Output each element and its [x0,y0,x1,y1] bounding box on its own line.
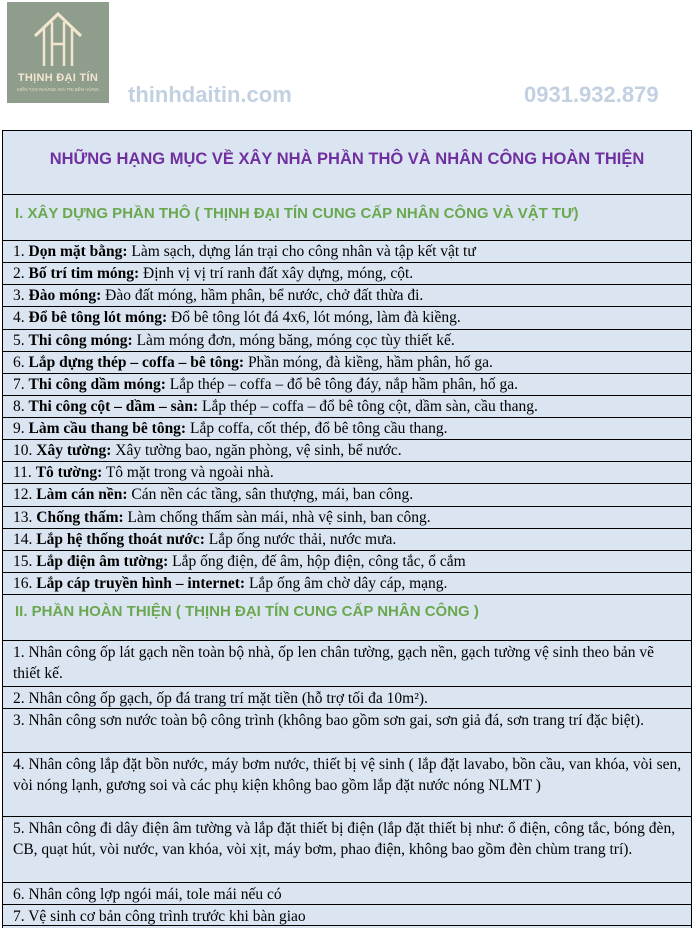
section-2-row [3,594,691,640]
item-number: 11. [13,464,36,482]
item-number: 6. [13,353,29,371]
item-title: Thi công cột – dầm – sàn: [28,397,199,415]
items-table [2,130,692,928]
item-title: Đào móng: [28,287,102,305]
item-description: Đào đất móng, hầm phân, bể nước, chở đất thừa đi. [101,287,424,305]
rough-item [13,353,493,373]
rough-item [13,375,518,395]
rough-item-row [3,240,691,262]
rough-item [13,242,476,262]
rough-item-row [3,439,691,461]
page-header [0,0,696,130]
item-title: Chống thấm: [36,508,124,526]
rough-item [13,397,538,417]
page-title: NHỮNG HẠNG MỤC VỀ XÂY NHÀ PHẦN THÔ VÀ NHÂN CÔNG HOÀN THIỆN [49,150,645,168]
item-title: Làm cầu thang bê tông: [28,420,187,437]
item-description: Lắp thép – coffa – đổ bê tông đáy, nắp hầm phân, hố ga. [165,375,518,393]
rough-item [13,286,423,306]
item-number: 3. [13,287,29,305]
rough-item-row [3,483,691,505]
finish-item: 7. Vệ sinh cơ bản công trình trước khi bàn giao [13,908,306,925]
finish-item-row [3,686,691,708]
item-title: Làm cán nền: [36,486,128,504]
rough-item [13,308,461,328]
rough-item-row [3,550,691,572]
finish-item-row [3,816,691,882]
finish-item: 1. Nhân công ốp lát gạch nền toàn bộ nhà, ốp len chân tường, gạch nền, gạch tường vệ sinh theo bản vẽ thiết kế. [13,644,654,682]
item-description: Lắp thép – coffa – đổ bê tông cột, dầm sàn, cầu thang. [198,397,538,415]
rough-item [13,419,448,439]
rough-item-row [3,351,691,373]
rough-item [13,264,413,284]
item-description: Xây tường bao, ngăn phòng, vệ sinh, bể nước. [111,442,402,460]
item-title: Lắp dựng thép – coffa – bê tông: [28,353,245,371]
rough-item [13,574,447,594]
item-description: Làm móng đơn, móng băng, móng cọc tùy thiết kế. [132,331,455,349]
rough-item-row [3,395,691,417]
rough-item [13,441,402,461]
website-text: thinhdaitin.com [128,82,292,107]
item-description: Lắp ống điện, đế âm, hộp điện, công tắc, ổ cắm [168,552,466,570]
item-number: 9. [13,420,29,437]
item-description: Phần móng, đà kiềng, hầm phân, hố ga. [244,353,493,371]
item-number: 13. [13,508,37,526]
item-number: 12. [13,486,37,504]
finish-item: 5. Nhân công đi dây điện âm tường và lắp đặt thiết bị điện (lắp đặt thiết bị như: ổ điện, công tắc, bóng đèn, CB, quạt hút, vòi nước, van khóa, vòi xịt, máy bơm, phao điện, không bao gồm đèn chùm trang trí). [13,820,676,858]
rough-item [13,530,396,550]
rough-item-row [3,461,691,483]
finish-item: 3. Nhân công sơn nước toàn bộ công trình (không bao gồm sơn gai, sơn giả đá, sơn trang trí đặc biệt). [13,712,644,729]
rough-item-row [3,572,691,594]
section-2-heading: II. PHẦN HOÀN THIỆN ( THỊNH ĐẠI TÍN CUNG CẤP NHÂN CÔNG ) [15,603,479,620]
section-1-row [3,194,691,240]
item-number: 14. [13,530,37,548]
company-logo [7,2,109,103]
rough-item [13,331,455,351]
item-description: Làm chống thấm sàn mái, nhà vệ sinh, ban công. [123,508,431,526]
item-title: Lắp cáp truyền hình – internet: [36,574,246,592]
item-number: 10. [13,442,37,460]
item-description: Cán nền các tầng, sân thượng, mái, ban công. [127,486,414,504]
logo-tagline: KIẾN TẠO NHỮNG GIÁ TRỊ BỀN VỮNG [16,87,100,92]
item-number: 4. [13,309,29,327]
rough-item-row [3,417,691,439]
rough-item [13,485,413,505]
item-title: Lắp hệ thống thoát nước: [36,530,205,548]
title-row [3,130,691,194]
item-number: 15. [13,552,37,570]
rough-item-row [3,284,691,306]
item-title: Xây tường: [36,442,112,460]
item-title: Lắp điện âm tường: [36,552,169,570]
rough-item-row [3,329,691,351]
rough-item-row [3,262,691,284]
item-title: Dọn mặt bằng: [28,243,128,260]
item-description: Tô mặt trong và ngoài nhà. [102,464,274,482]
rough-item [13,508,431,528]
item-title: Bố trí tim móng: [28,265,140,283]
item-number: 8. [13,397,29,415]
finish-item-row [3,640,691,686]
rough-item-row [3,373,691,395]
rough-item-row [3,528,691,550]
item-description: Định vị vị trí ranh đất xây dựng, móng, cột. [139,265,414,283]
item-number: 16. [13,574,37,592]
item-title: Thi công dầm móng: [28,375,166,393]
rough-item [13,552,466,572]
item-title: Tô tường: [35,464,103,482]
finish-item-row [3,904,691,926]
finish-item-row [3,882,691,904]
section-1-heading: I. XÂY DỰNG PHẦN THÔ ( THỊNH ĐẠI TÍN CUNG CẤP NHÂN CÔNG VÀ VẬT TƯ) [15,205,579,222]
finish-item-row [3,752,691,816]
item-description: Đổ bê tông lót đá 4x6, lót móng, làm đà kiềng. [167,309,461,327]
rough-item-row [3,506,691,528]
item-number: 5. [13,331,29,349]
item-description: Lắp coffa, cốt thép, đổ bê tông cầu thang. [186,420,448,437]
rough-item [13,463,274,483]
rough-item-row [3,306,691,328]
house-logo-icon [31,10,85,68]
item-title: Thi công móng: [28,331,133,349]
item-description: Lắp ống âm chờ dây cáp, mạng. [245,574,448,592]
item-number: 7. [13,375,29,393]
finish-item: 6. Nhân công lợp ngói mái, tole mái nếu có [13,886,282,903]
finish-item: 2. Nhân công ốp gạch, ốp đá trang trí mặt tiền (hỗ trợ tối đa 10m²). [13,690,428,707]
item-number: 1. [13,243,29,260]
finish-item: 4. Nhân công lắp đặt bồn nước, máy bơm nước, thiết bị vệ sinh ( lắp đặt lavabo, bồn cầu, van khóa, vòi sen, vòi nóng lạnh, gương soi và các phụ kiện không bao gồm lắp đặt nước nóng NLMT ) [13,756,682,794]
finish-item-row [3,708,691,752]
item-description: Lắp ống nước thải, nước mưa. [204,530,397,548]
phone-number: 0931.932.879 [524,82,659,107]
item-description: Làm sạch, dựng lán trại cho công nhân và tập kết vật tư [127,243,476,260]
item-title: Đổ bê tông lót móng: [28,309,168,327]
item-number: 2. [13,265,29,283]
logo-text: THỊNH ĐẠI TÍN [17,72,99,84]
